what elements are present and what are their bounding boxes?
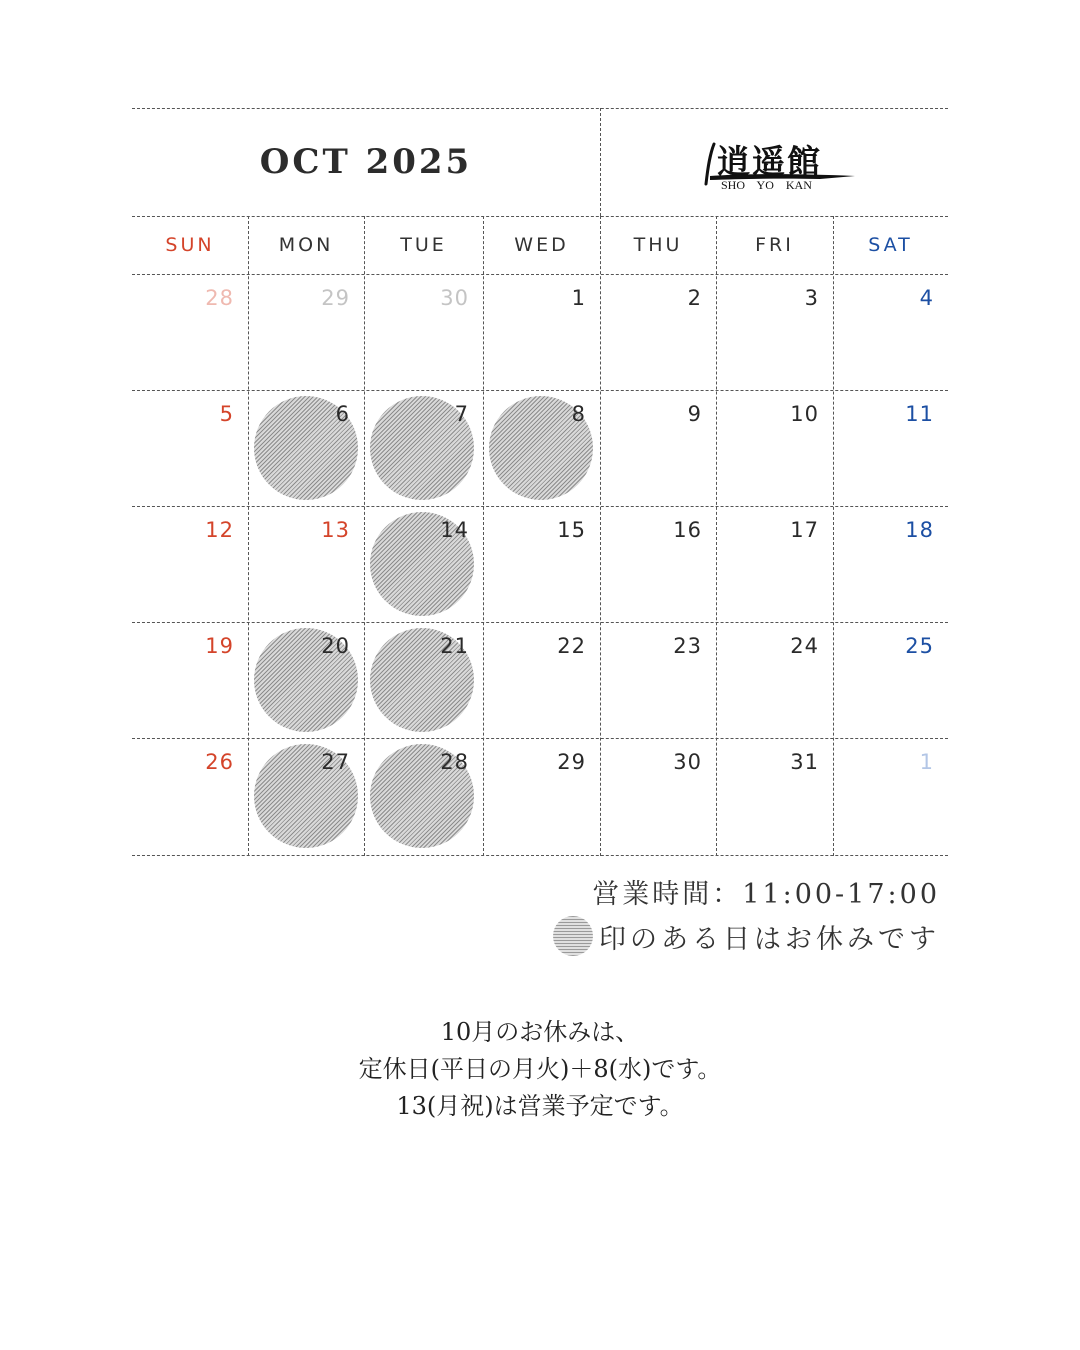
day-number: 17 bbox=[790, 518, 819, 542]
day-number: 29 bbox=[557, 750, 586, 774]
weekday-wed: WED bbox=[514, 234, 569, 256]
day-cell bbox=[833, 738, 948, 855]
logo-roman: SHO YO KAN bbox=[721, 178, 812, 192]
day-number: 8 bbox=[571, 402, 586, 426]
day-number: 24 bbox=[790, 634, 819, 658]
day-number: 30 bbox=[440, 286, 469, 310]
day-cell bbox=[600, 506, 716, 622]
day-cell bbox=[248, 274, 364, 390]
day-cell bbox=[248, 506, 364, 622]
day-number: 4 bbox=[919, 286, 934, 310]
day-cell bbox=[483, 390, 600, 506]
day-cell bbox=[483, 274, 600, 390]
day-number: 21 bbox=[440, 634, 469, 658]
day-cell bbox=[600, 390, 716, 506]
day-number: 11 bbox=[905, 402, 934, 426]
grid-line bbox=[132, 855, 948, 856]
day-number: 29 bbox=[321, 286, 350, 310]
day-number: 13 bbox=[321, 518, 350, 542]
legend bbox=[553, 916, 940, 956]
day-cell bbox=[132, 390, 248, 506]
day-cell bbox=[600, 738, 716, 855]
calendar bbox=[132, 108, 948, 856]
day-number: 6 bbox=[335, 402, 350, 426]
day-number: 2 bbox=[687, 286, 702, 310]
notice-line: 定休日(平日の月火)＋8(水)です。 bbox=[358, 1055, 722, 1083]
day-number: 28 bbox=[205, 286, 234, 310]
day-cell bbox=[716, 274, 833, 390]
day-number: 15 bbox=[557, 518, 586, 542]
day-cell bbox=[833, 506, 948, 622]
day-number: 1 bbox=[919, 750, 934, 774]
day-number: 7 bbox=[454, 402, 469, 426]
closed-mark-icon bbox=[553, 916, 593, 956]
day-number: 3 bbox=[804, 286, 819, 310]
day-cell bbox=[132, 274, 248, 390]
day-cell bbox=[132, 738, 248, 855]
weekday-sun: SUN bbox=[165, 234, 215, 256]
logo-kanji: 逍遥館 bbox=[717, 142, 822, 181]
day-cell bbox=[716, 506, 833, 622]
day-cell bbox=[600, 274, 716, 390]
notice-line: 10月のお休みは、 bbox=[440, 1018, 640, 1046]
day-cell bbox=[483, 738, 600, 855]
weekday-fri: FRI bbox=[755, 234, 794, 256]
day-number: 18 bbox=[905, 518, 934, 542]
day-number: 30 bbox=[673, 750, 702, 774]
day-number: 22 bbox=[557, 634, 586, 658]
logo bbox=[600, 108, 948, 216]
day-cell bbox=[364, 274, 483, 390]
holiday-notice bbox=[0, 1014, 1080, 1125]
day-cell bbox=[716, 390, 833, 506]
legend-text: 印のある日はお休みです bbox=[599, 923, 940, 955]
day-cell bbox=[833, 622, 948, 738]
day-number: 25 bbox=[905, 634, 934, 658]
day-cell bbox=[483, 506, 600, 622]
day-cell bbox=[716, 738, 833, 855]
day-number: 23 bbox=[673, 634, 702, 658]
day-number: 31 bbox=[790, 750, 819, 774]
day-number: 20 bbox=[321, 634, 350, 658]
day-cell bbox=[132, 506, 248, 622]
day-number: 14 bbox=[440, 518, 469, 542]
day-number: 27 bbox=[321, 750, 350, 774]
day-cell bbox=[364, 622, 483, 738]
day-cell bbox=[716, 622, 833, 738]
month-title: OCT 2025 bbox=[259, 142, 473, 182]
day-number: 26 bbox=[205, 750, 234, 774]
day-number: 5 bbox=[219, 402, 234, 426]
day-cell bbox=[600, 622, 716, 738]
day-number: 16 bbox=[673, 518, 702, 542]
weekday-thu: THU bbox=[633, 234, 683, 256]
day-number: 28 bbox=[440, 750, 469, 774]
weekday-sat: SAT bbox=[868, 234, 913, 256]
day-cell bbox=[833, 390, 948, 506]
day-cell bbox=[833, 274, 948, 390]
day-cell bbox=[364, 738, 483, 855]
day-cell bbox=[248, 622, 364, 738]
day-cell bbox=[248, 390, 364, 506]
day-cell bbox=[132, 622, 248, 738]
day-cell bbox=[364, 390, 483, 506]
weekday-mon: MON bbox=[278, 234, 334, 256]
day-number: 12 bbox=[205, 518, 234, 542]
weekday-tue: TUE bbox=[400, 234, 447, 256]
day-cell bbox=[248, 738, 364, 855]
day-cell bbox=[364, 506, 483, 622]
day-number: 10 bbox=[790, 402, 819, 426]
notice-line: 13(月祝)は営業予定です。 bbox=[396, 1092, 684, 1120]
day-number: 19 bbox=[205, 634, 234, 658]
day-number: 1 bbox=[571, 286, 586, 310]
day-number: 9 bbox=[687, 402, 702, 426]
business-hours: 営業時間：11:00-17:00 bbox=[592, 879, 940, 910]
day-cell bbox=[483, 622, 600, 738]
